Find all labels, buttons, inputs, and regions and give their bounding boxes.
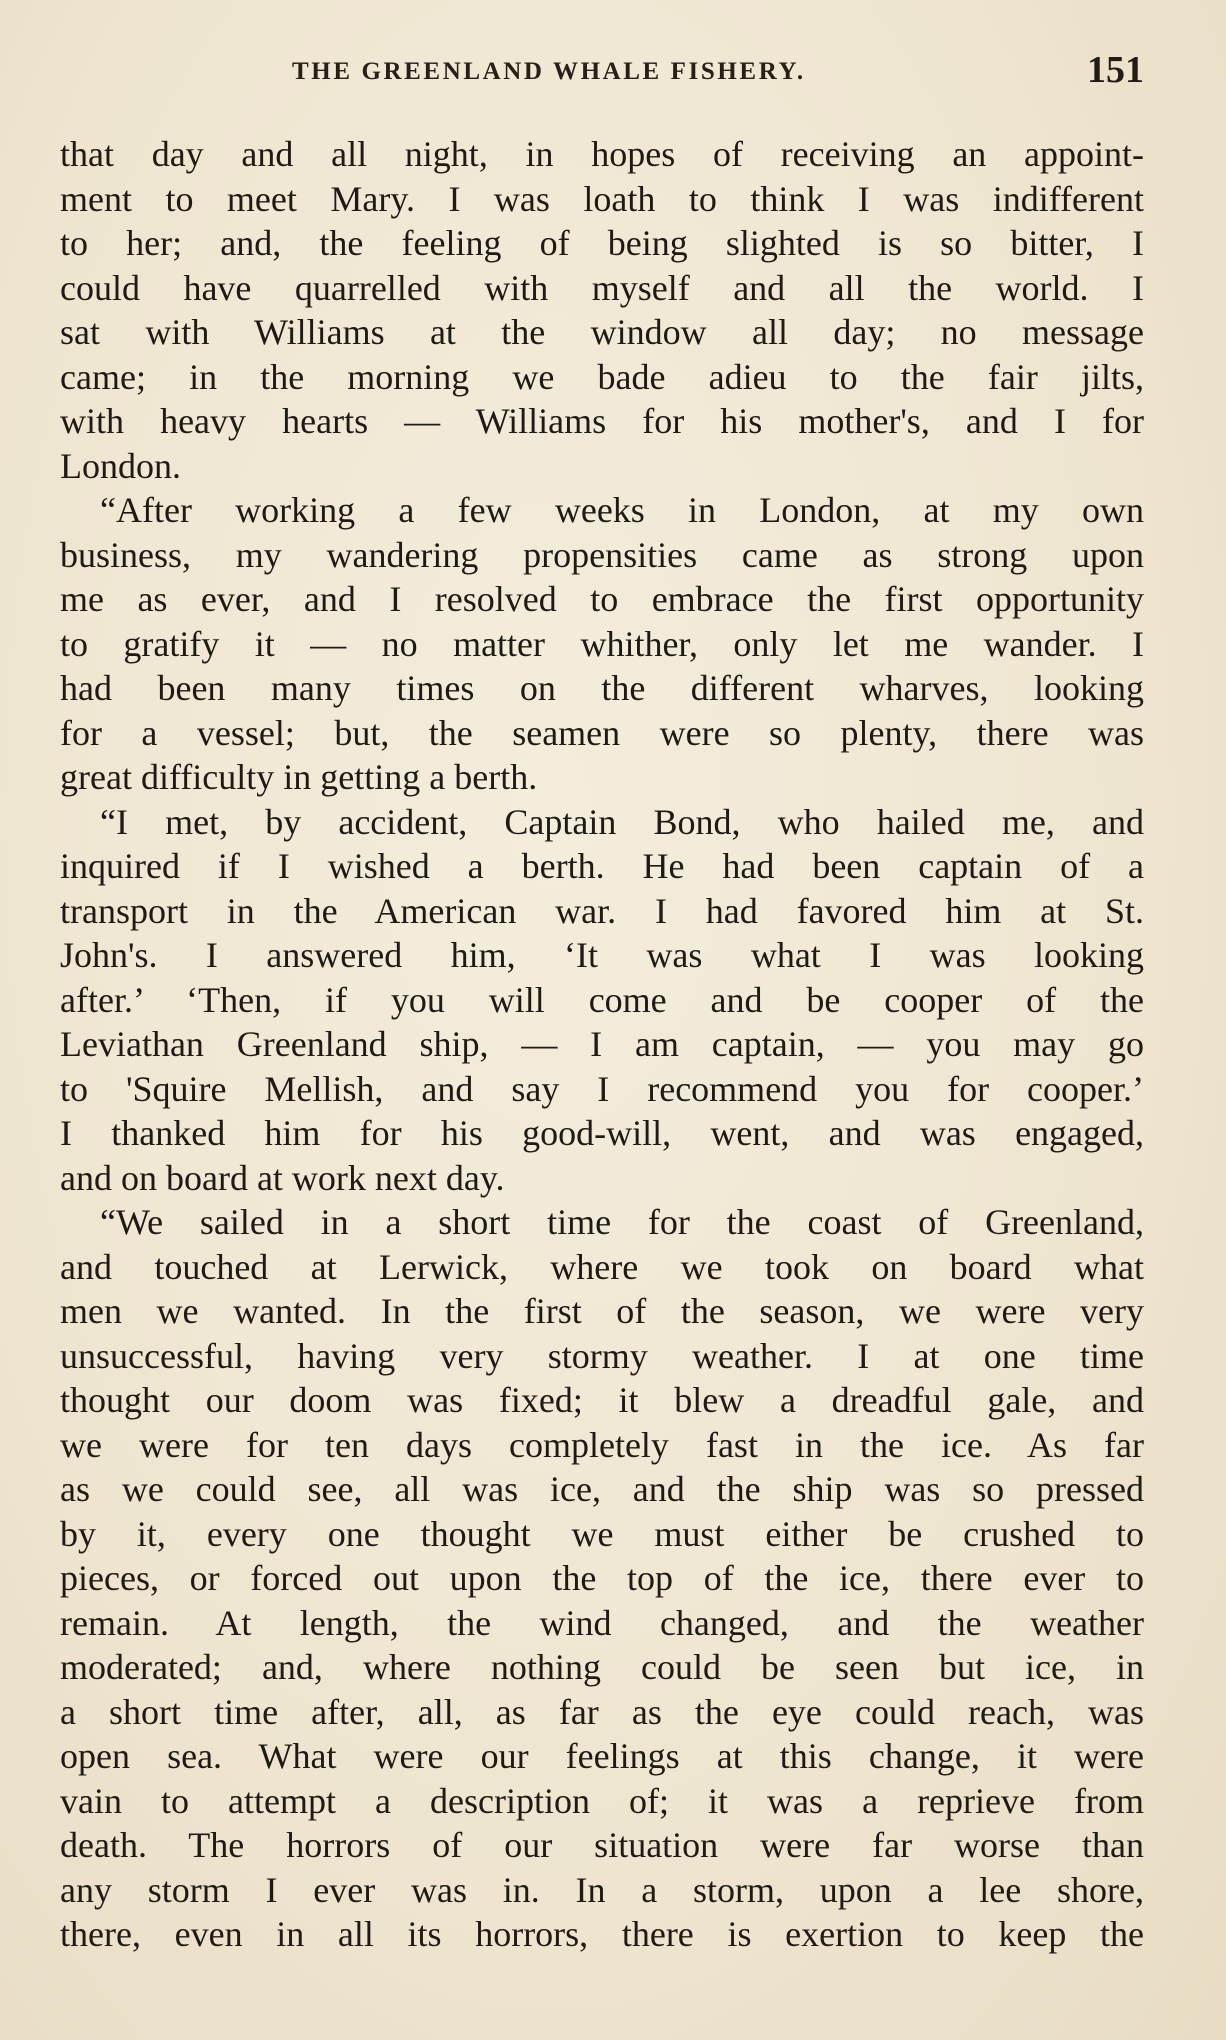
text-line: to her; and, the feeling of being slighted is so bitter, I xyxy=(60,223,1144,263)
text-line: for a vessel; but, the seamen were so plenty, there was xyxy=(60,712,1144,753)
text-line: sat with Williams at the window all day; no message xyxy=(60,312,1144,352)
text-line: ment to meet Mary. I was loath to think I was indifferent xyxy=(60,178,1144,219)
text-line: by it, every one thought we must either be crushed to xyxy=(60,1513,1144,1554)
text-line: and on board at work next day. xyxy=(60,1157,505,1198)
text-line: transport in the American war. I had favored him at St. xyxy=(60,890,1144,931)
text-line: to 'Squire Mellish, and say I recommend you for cooper.’ xyxy=(60,1068,1144,1109)
page-header xyxy=(62,44,1144,94)
body-text xyxy=(60,132,1144,1957)
text-line: had been many times on the different wharves, looking xyxy=(60,668,1144,708)
text-line: pieces, or forced out upon the top of the ice, there ever to xyxy=(60,1558,1144,1598)
text-line: Leviathan Greenland ship, — I am captain, — you may go xyxy=(60,1024,1144,1064)
text-line: that day and all night, in hopes of receiving an appoint- xyxy=(60,134,1144,174)
text-line: moderated; and, where nothing could be seen but ice, in xyxy=(60,1647,1144,1687)
text-line: came; in the morning we bade adieu to the fair jilts, xyxy=(60,356,1144,397)
text-line: unsuccessful, having very stormy weather. I at one time xyxy=(60,1335,1144,1376)
text-line: we were for ten days completely fast in the ice. As far xyxy=(60,1424,1144,1465)
text-line: thought our doom was fixed; it blew a dreadful gale, and xyxy=(60,1380,1144,1420)
text-line: open sea. What were our feelings at this change, it were xyxy=(60,1736,1144,1776)
text-line: to gratify it — no matter whither, only let me wander. I xyxy=(60,623,1144,664)
text-line: inquired if I wished a berth. He had been captain of a xyxy=(60,846,1144,886)
text-line: vain to attempt a description of; it was a reprieve from xyxy=(60,1780,1144,1821)
text-line: business, my wandering propensities came as strong upon xyxy=(60,534,1144,575)
text-line: there, even in all its horrors, there is exertion to keep the xyxy=(60,1914,1144,1954)
text-line: death. The horrors of our situation were far worse than xyxy=(60,1825,1144,1865)
text-line: any storm I ever was in. In a storm, upon a lee shore, xyxy=(60,1869,1144,1910)
paragraph-first-line: “We sailed in a short time for the coast of Greenland, xyxy=(100,1202,1144,1242)
text-line: London. xyxy=(60,445,181,486)
text-line: after.’ ‘Then, if you will come and be cooper of the xyxy=(60,979,1144,1020)
text-line: me as ever, and I resolved to embrace the first opportunity xyxy=(60,579,1144,619)
running-title: THE GREENLAND WHALE FISHERY. xyxy=(292,58,806,85)
text-line: could have quarrelled with myself and all the world. I xyxy=(60,267,1144,308)
text-line: and touched at Lerwick, where we took on board what xyxy=(60,1246,1144,1287)
page-number: 151 xyxy=(1087,49,1144,91)
text-line: remain. At length, the wind changed, and the weather xyxy=(60,1602,1144,1643)
text-line: John's. I answered him, ‘It was what I was looking xyxy=(60,935,1144,975)
text-line: men we wanted. In the first of the season, we were very xyxy=(60,1291,1144,1331)
text-line: as we could see, all was ice, and the ship was so pressed xyxy=(60,1469,1144,1509)
text-line: I thanked him for his good-will, went, and was engaged, xyxy=(60,1113,1144,1153)
text-line: a short time after, all, as far as the eye could reach, was xyxy=(60,1691,1144,1732)
text-line: with heavy hearts — Williams for his mother's, and I for xyxy=(60,401,1144,441)
paragraph-first-line: “I met, by accident, Captain Bond, who hailed me, and xyxy=(100,801,1144,842)
text-line: great difficulty in getting a berth. xyxy=(60,757,538,797)
paragraph-first-line: “After working a few weeks in London, at my own xyxy=(100,490,1144,530)
